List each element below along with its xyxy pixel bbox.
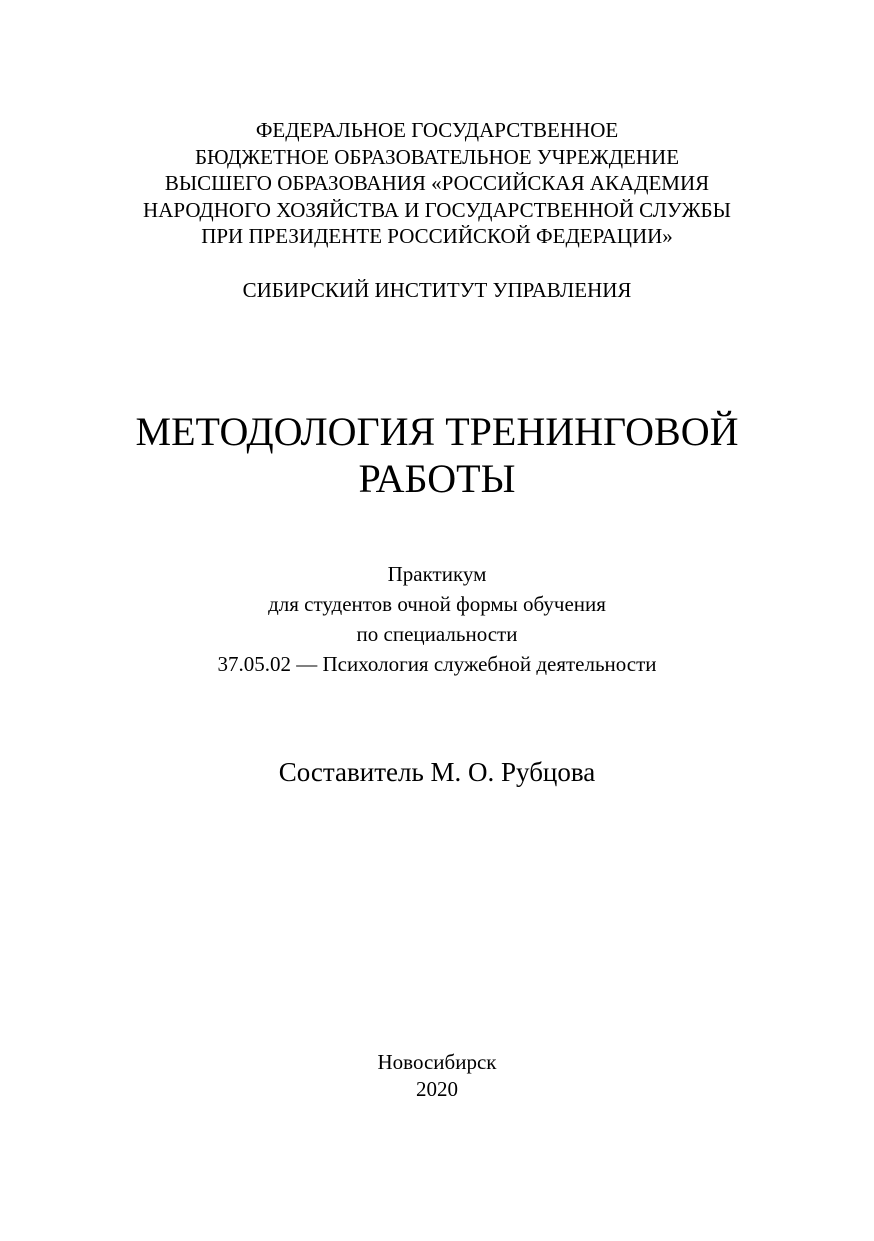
subtitle-line: 37.05.02 — Психология служебной деятельности (217, 652, 657, 676)
organization-line: ФЕДЕРАЛЬНОЕ ГОСУДАРСТВЕННОЕ (255, 118, 619, 142)
organization-line: НАРОДНОГО ХОЗЯЙСТВА И ГОСУДАРСТВЕННОЙ СЛУЖБЫ (143, 197, 731, 222)
imprint-year: 2020 (416, 1077, 458, 1101)
institute-name (0, 277, 874, 303)
subtitle-line: Практикум (387, 562, 487, 586)
document-title (0, 408, 874, 502)
organization-line: ВЫСШЕГО ОБРАЗОВАНИЯ «РОССИЙСКАЯ АКАДЕМИЯ (164, 171, 710, 195)
organization-line: БЮДЖЕТНОЕ ОБРАЗОВАТЕЛЬНОЕ УЧРЕЖДЕНИЕ (194, 144, 680, 169)
subtitle-line: для студентов очной формы обучения (268, 592, 606, 616)
title-line: МЕТОДОЛОГИЯ ТРЕНИНГОВОЙ (135, 409, 739, 454)
title-line: РАБОТЫ (358, 456, 516, 501)
author-line: Составитель М. О. Рубцова (278, 757, 596, 787)
author-credit (0, 755, 874, 789)
organization-header (0, 117, 874, 250)
imprint-city: Новосибирск (377, 1050, 497, 1074)
imprint (0, 1049, 874, 1103)
organization-line: ПРИ ПРЕЗИДЕНТЕ РОССИЙСКОЙ ФЕДЕРАЦИИ» (201, 224, 673, 248)
document-subtitle (0, 559, 874, 679)
institute-line: СИБИРСКИЙ ИНСТИТУТ УПРАВЛЕНИЯ (242, 278, 632, 302)
subtitle-line: по специальности (356, 622, 518, 646)
